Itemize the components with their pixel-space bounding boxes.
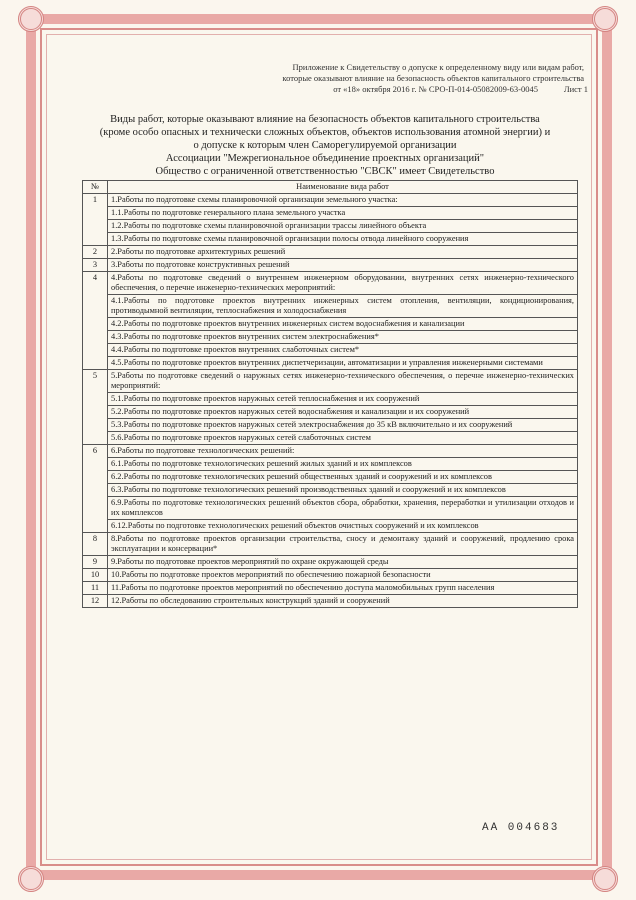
title-line: Виды работ, которые оказывают влияние на безопасность объектов капитального строительства xyxy=(110,114,540,125)
row-number: 10 xyxy=(83,569,108,582)
work-subitem: 5.3.Работы по подготовке проектов наружных сетей электроснабжения до 35 кВ включительно и их сооружений xyxy=(108,419,578,432)
table-row xyxy=(83,520,578,533)
work-subitem: 1.2.Работы по подготовке схемы планировочной организации трассы линейного объекта xyxy=(108,220,578,233)
table-header-row xyxy=(83,181,578,194)
work-item: 9.Работы по подготовке проектов мероприятий по охране окружающей среды xyxy=(108,556,578,569)
row-number: 3 xyxy=(83,259,108,272)
works-table-body xyxy=(83,194,578,608)
works-table xyxy=(82,180,578,608)
table-row xyxy=(83,569,578,582)
work-item: 12.Работы по обследованию строительных конструкций зданий и сооружений xyxy=(108,595,578,608)
corner-ornament-icon xyxy=(592,6,618,32)
annex-line: которые оказывают влияние на безопасность объектов капитального строительства xyxy=(282,73,584,83)
table-row xyxy=(83,484,578,497)
row-number: 11 xyxy=(83,582,108,595)
row-number: 4 xyxy=(83,272,108,370)
work-subitem: 5.6.Работы по подготовке проектов наружных сетей слаботочных систем xyxy=(108,432,578,445)
table-row xyxy=(83,259,578,272)
corner-ornament-icon xyxy=(592,866,618,892)
work-item: 5.Работы по подготовке сведений о наружных сетях инженерно-технического обеспечения, о перечне инженерно-технических мероприятий: xyxy=(108,370,578,393)
annex-line: Приложение к Свидетельству о допуске к определенному виду или видам работ, xyxy=(292,62,584,72)
work-subitem: 5.1.Работы по подготовке проектов наружных сетей теплоснабжения и их сооружений xyxy=(108,393,578,406)
row-number: 6 xyxy=(83,445,108,533)
table-row xyxy=(83,595,578,608)
title-line: Общество с ограниченной ответственностью "СВСК" имеет Свидетельство xyxy=(155,166,495,177)
table-row xyxy=(83,582,578,595)
work-subitem: 4.4.Работы по подготовке проектов внутренних слаботочных систем* xyxy=(108,344,578,357)
work-item: 10.Работы по подготовке проектов мероприятий по обеспечению пожарной безопасности xyxy=(108,569,578,582)
title-line: Ассоциации "Межрегиональное объединение проектных организаций" xyxy=(165,153,485,164)
table-row xyxy=(83,556,578,569)
row-number: 5 xyxy=(83,370,108,445)
work-subitem: 1.1.Работы по подготовке генерального плана земельного участка xyxy=(108,207,578,220)
table-row xyxy=(83,295,578,318)
table-row xyxy=(83,331,578,344)
work-item: 1.Работы по подготовке схемы планировочной организации земельного участка: xyxy=(108,194,578,207)
sheet-label: Лист 1 xyxy=(563,84,588,94)
corner-ornament-icon xyxy=(18,866,44,892)
table-row xyxy=(83,207,578,220)
corner-ornament-icon xyxy=(18,6,44,32)
work-subitem: 5.2.Работы по подготовке проектов наружных сетей водоснабжения и канализации и их сооружений xyxy=(108,406,578,419)
table-row xyxy=(83,344,578,357)
table-row xyxy=(83,318,578,331)
title-line: о допуске к которым член Саморегулируемой организации xyxy=(193,140,457,151)
table-row xyxy=(83,370,578,393)
work-subitem: 4.5.Работы по подготовке проектов внутренних диспетчеризации, автоматизации и управления инженерными системами xyxy=(108,357,578,370)
annex-note xyxy=(200,62,584,95)
table-row xyxy=(83,246,578,259)
table-row xyxy=(83,458,578,471)
table-row xyxy=(83,533,578,556)
work-subitem: 4.1.Работы по подготовке проектов внутренних инженерных систем отопления, вентиляции, кондиционирования, противодымной вентиляции, теплоснабжения и холодоснабжения xyxy=(108,295,578,318)
work-subitem: 4.2.Работы по подготовке проектов внутренних инженерных систем водоснабжения и канализации xyxy=(108,318,578,331)
work-subitem: 6.9.Работы по подготовке технологических решений объектов сбора, обработки, хранения, переработки и утилизации отходов и их комплексов xyxy=(108,497,578,520)
table-row xyxy=(83,419,578,432)
work-subitem: 6.1.Работы по подготовке технологических решений жилых зданий и их комплексов xyxy=(108,458,578,471)
column-header-name: Наименование вида работ xyxy=(108,181,578,194)
table-row xyxy=(83,272,578,295)
column-header-number: № xyxy=(83,181,108,194)
row-number: 12 xyxy=(83,595,108,608)
row-number: 8 xyxy=(83,533,108,556)
table-row xyxy=(83,497,578,520)
table-row xyxy=(83,233,578,246)
work-item: 11.Работы по подготовке проектов мероприятий по обеспечению доступа маломобильных групп населения xyxy=(108,582,578,595)
annex-date-number: от «18» октября 2016 г. № СРО-П-014-05082009-63-0045 xyxy=(333,84,538,94)
table-row xyxy=(83,393,578,406)
table-row xyxy=(83,445,578,458)
row-number: 9 xyxy=(83,556,108,569)
table-row xyxy=(83,357,578,370)
table-row xyxy=(83,432,578,445)
document-title xyxy=(70,113,580,178)
table-row xyxy=(83,194,578,207)
work-subitem: 6.12.Работы по подготовке технологических решений объектов очистных сооружений и их комплексов xyxy=(108,520,578,533)
row-number: 2 xyxy=(83,246,108,259)
table-row xyxy=(83,220,578,233)
work-item: 3.Работы по подготовке конструктивных решений xyxy=(108,259,578,272)
work-item: 8.Работы по подготовке проектов организации строительства, сносу и демонтажу зданий и сооружений, продлению срока эксплуатации и консервации* xyxy=(108,533,578,556)
work-item: 2.Работы по подготовке архитектурных решений xyxy=(108,246,578,259)
row-number: 1 xyxy=(83,194,108,246)
work-subitem: 6.3.Работы по подготовке технологических решений производственных зданий и сооружений и их комплексов xyxy=(108,484,578,497)
table-row xyxy=(83,471,578,484)
serial-number: АА 004683 xyxy=(482,822,560,834)
work-subitem: 1.3.Работы по подготовке схемы планировочной организации полосы отвода линейного сооружения xyxy=(108,233,578,246)
title-line: (кроме особо опасных и технически сложных объектов, объектов использования атомной энергии) и xyxy=(99,127,551,138)
work-item: 6.Работы по подготовке технологических решений: xyxy=(108,445,578,458)
annex-line xyxy=(200,84,584,95)
work-subitem: 6.2.Работы по подготовке технологических решений общественных зданий и сооружений и их комплексов xyxy=(108,471,578,484)
table-row xyxy=(83,406,578,419)
work-subitem: 4.3.Работы по подготовке проектов внутренних систем электроснабжения* xyxy=(108,331,578,344)
work-item: 4.Работы по подготовке сведений о внутреннем инженерном оборудовании, внутренних сетях инженерно-технического обеспечения, о перечне инженерно-технических мероприятий: xyxy=(108,272,578,295)
